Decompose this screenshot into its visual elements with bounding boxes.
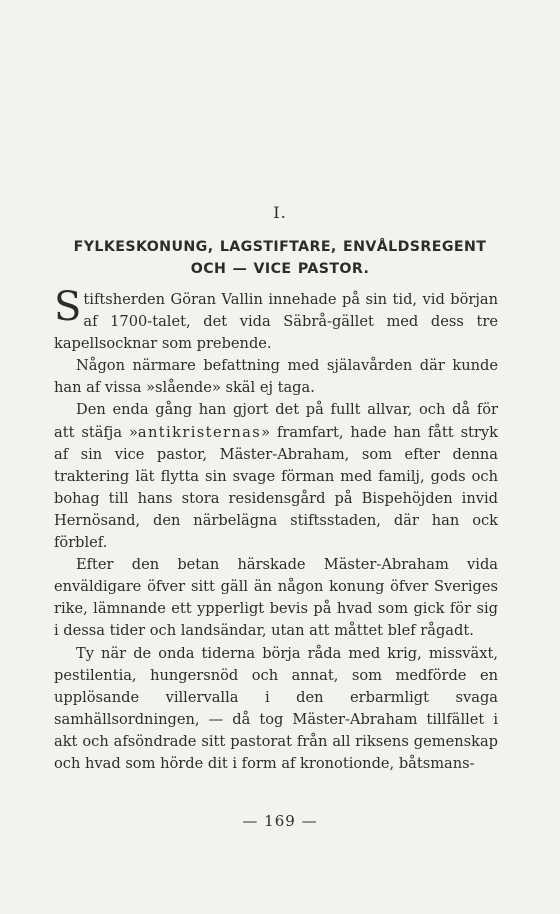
chapter-title-line-1: FYLKESKONUNG, LAGSTIFTARE, ENVÅLDSREGENT xyxy=(73,239,487,255)
chapter-number: I. xyxy=(273,203,287,222)
paragraph-4: Efter den betan härskade Mäster-Abraham vida enväldigare öfver sitt gäll än någon konung öfver Sveriges rike, lämnande ett ypperligt bevis på hvad som gick för sig i dessa tider och landsändar, utan att måttet blef rågadt. xyxy=(54,556,498,640)
paragraph-2: Någon närmare befattning med själavården där kunde han af vissa »slående» skäl ej taga. xyxy=(54,357,498,397)
body-text xyxy=(54,284,498,775)
drop-cap: S xyxy=(54,284,82,330)
paragraph-3-spaced-word: antikristernas xyxy=(137,423,262,441)
paragraph-1-text: tiftsherden Göran Vallin innehade på sin tid, vid början af 1700-talet, det vida Säbrå-gället med dess tre kapellsocknar som prebende. xyxy=(54,291,498,353)
paragraph-3-part-1: Den enda gång han gjort det på fullt allvar, och då för att stäfja » xyxy=(54,401,498,441)
page-number: — 169 — xyxy=(242,812,318,830)
chapter-title-line-2: OCH — VICE PASTOR. xyxy=(190,261,370,277)
paragraph-1 xyxy=(54,284,498,355)
paragraph-3 xyxy=(54,399,498,554)
paragraph-3-part-2: » framfart, hade han fått stryk af sin vice pastor, Mäster-Abraham, som efter denna traktering lät flytta sin svage förman med familj, gods och bohag till hans stora residensgård på Bispehöjden invid Hernösand, den närbelägna stiftsstaden, där han ock förblef. xyxy=(54,423,498,552)
paragraph-5: Ty när de onda tiderna börja råda med krig, missväxt, pestilentia, hungersnöd och annat, som medförde en upplösande villervalla i den erbarmligt svaga samhällsordningen, — då tog Mäster-Abraham tillfället i akt och afsöndrade sitt pastorat från all riksens gemenskap och hvad som hörde dit i form af kronotionde, båtsmans- xyxy=(54,644,498,772)
